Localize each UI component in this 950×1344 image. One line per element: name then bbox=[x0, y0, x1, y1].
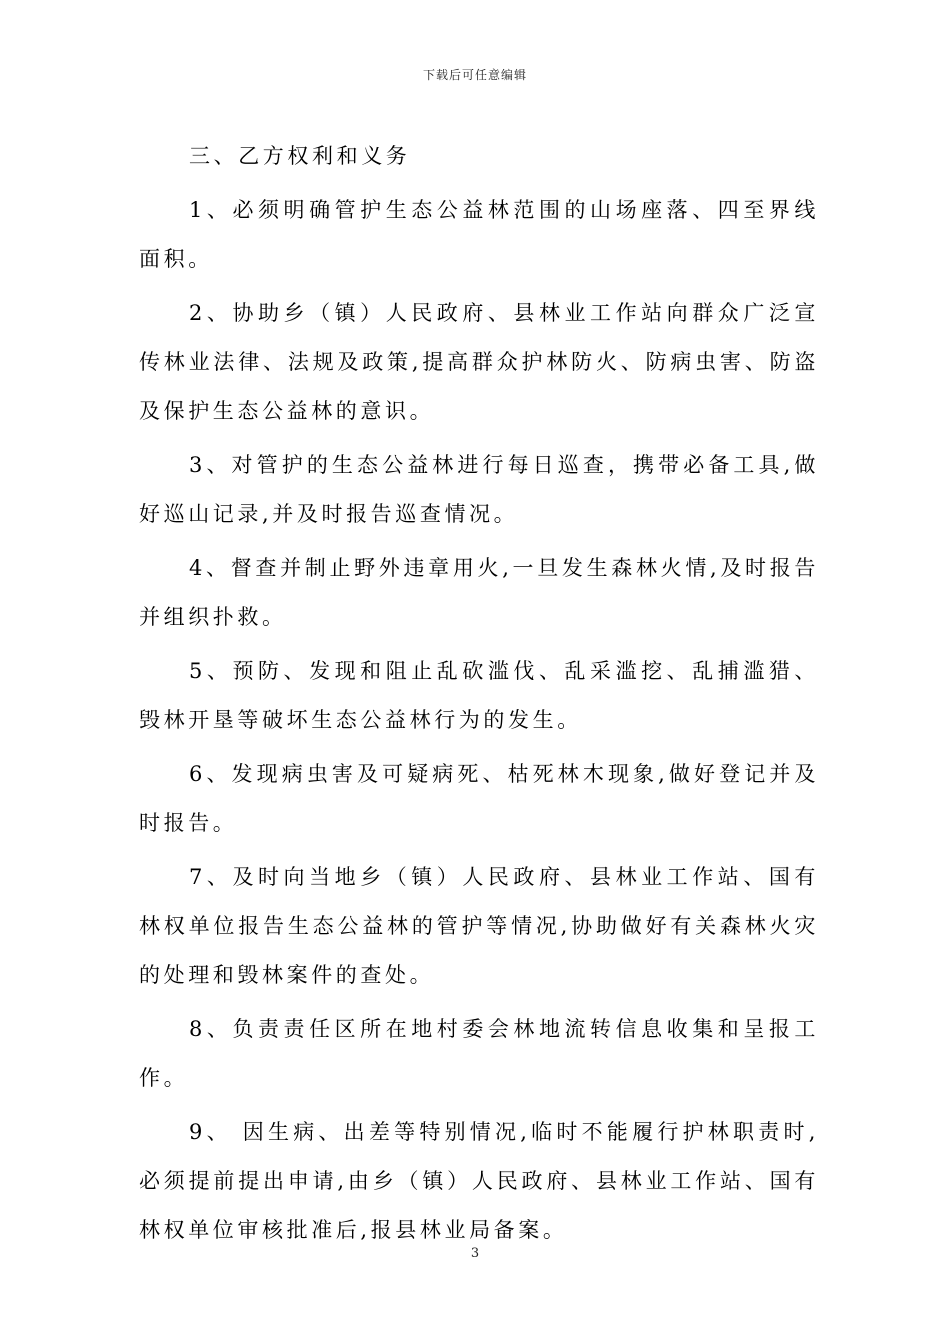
section-title: 三、乙方权利和义务 bbox=[189, 144, 411, 168]
paragraph-9: 9、 因生病、出差等特别情况,临时不能履行护林职责时,必须提前提出申请,由乡（镇）人民政府、县林业工作站、国有林权单位审核批准后,报县林业局备案。 bbox=[139, 1120, 819, 1242]
page-header: 下载后可任意编辑 bbox=[422, 68, 527, 82]
page-number: 3 bbox=[470, 1246, 480, 1261]
paragraph-6: 6、发现病虫害及可疑病死、枯死林木现象,做好登记并及时报告。 bbox=[139, 762, 819, 835]
paragraph-4: 4、督查并制止野外违章用火,一旦发生森林火情,及时报告并组织扑救。 bbox=[139, 556, 819, 629]
paragraph-1: 1、必须明确管护生态公益林范围的山场座落、四至界线面积。 bbox=[139, 198, 819, 271]
paragraph-2: 2、协助乡（镇）人民政府、县林业工作站向群众广泛宣传林业法律、法规及政策,提高群众护林防火、防病虫害、防盗及保护生态公益林的意识。 bbox=[139, 301, 819, 423]
paragraph-7: 7、及时向当地乡（镇）人民政府、县林业工作站、国有林权单位报告生态公益林的管护等情况,协助做好有关森林火灾的处理和毁林案件的查处。 bbox=[139, 865, 819, 987]
paragraph-5: 5、预防、发现和阻止乱砍滥伐、乱采滥挖、乱捕滥猎、毁林开垦等破坏生态公益林行为的发生。 bbox=[139, 659, 819, 732]
paragraph-8: 8、负责责任区所在地村委会林地流转信息收集和呈报工作。 bbox=[139, 1017, 819, 1090]
document-body bbox=[139, 132, 819, 1260]
paragraph-3: 3、对管护的生态公益林进行每日巡查，携带必备工具,做好巡山记录,并及时报告巡查情况。 bbox=[139, 453, 819, 526]
